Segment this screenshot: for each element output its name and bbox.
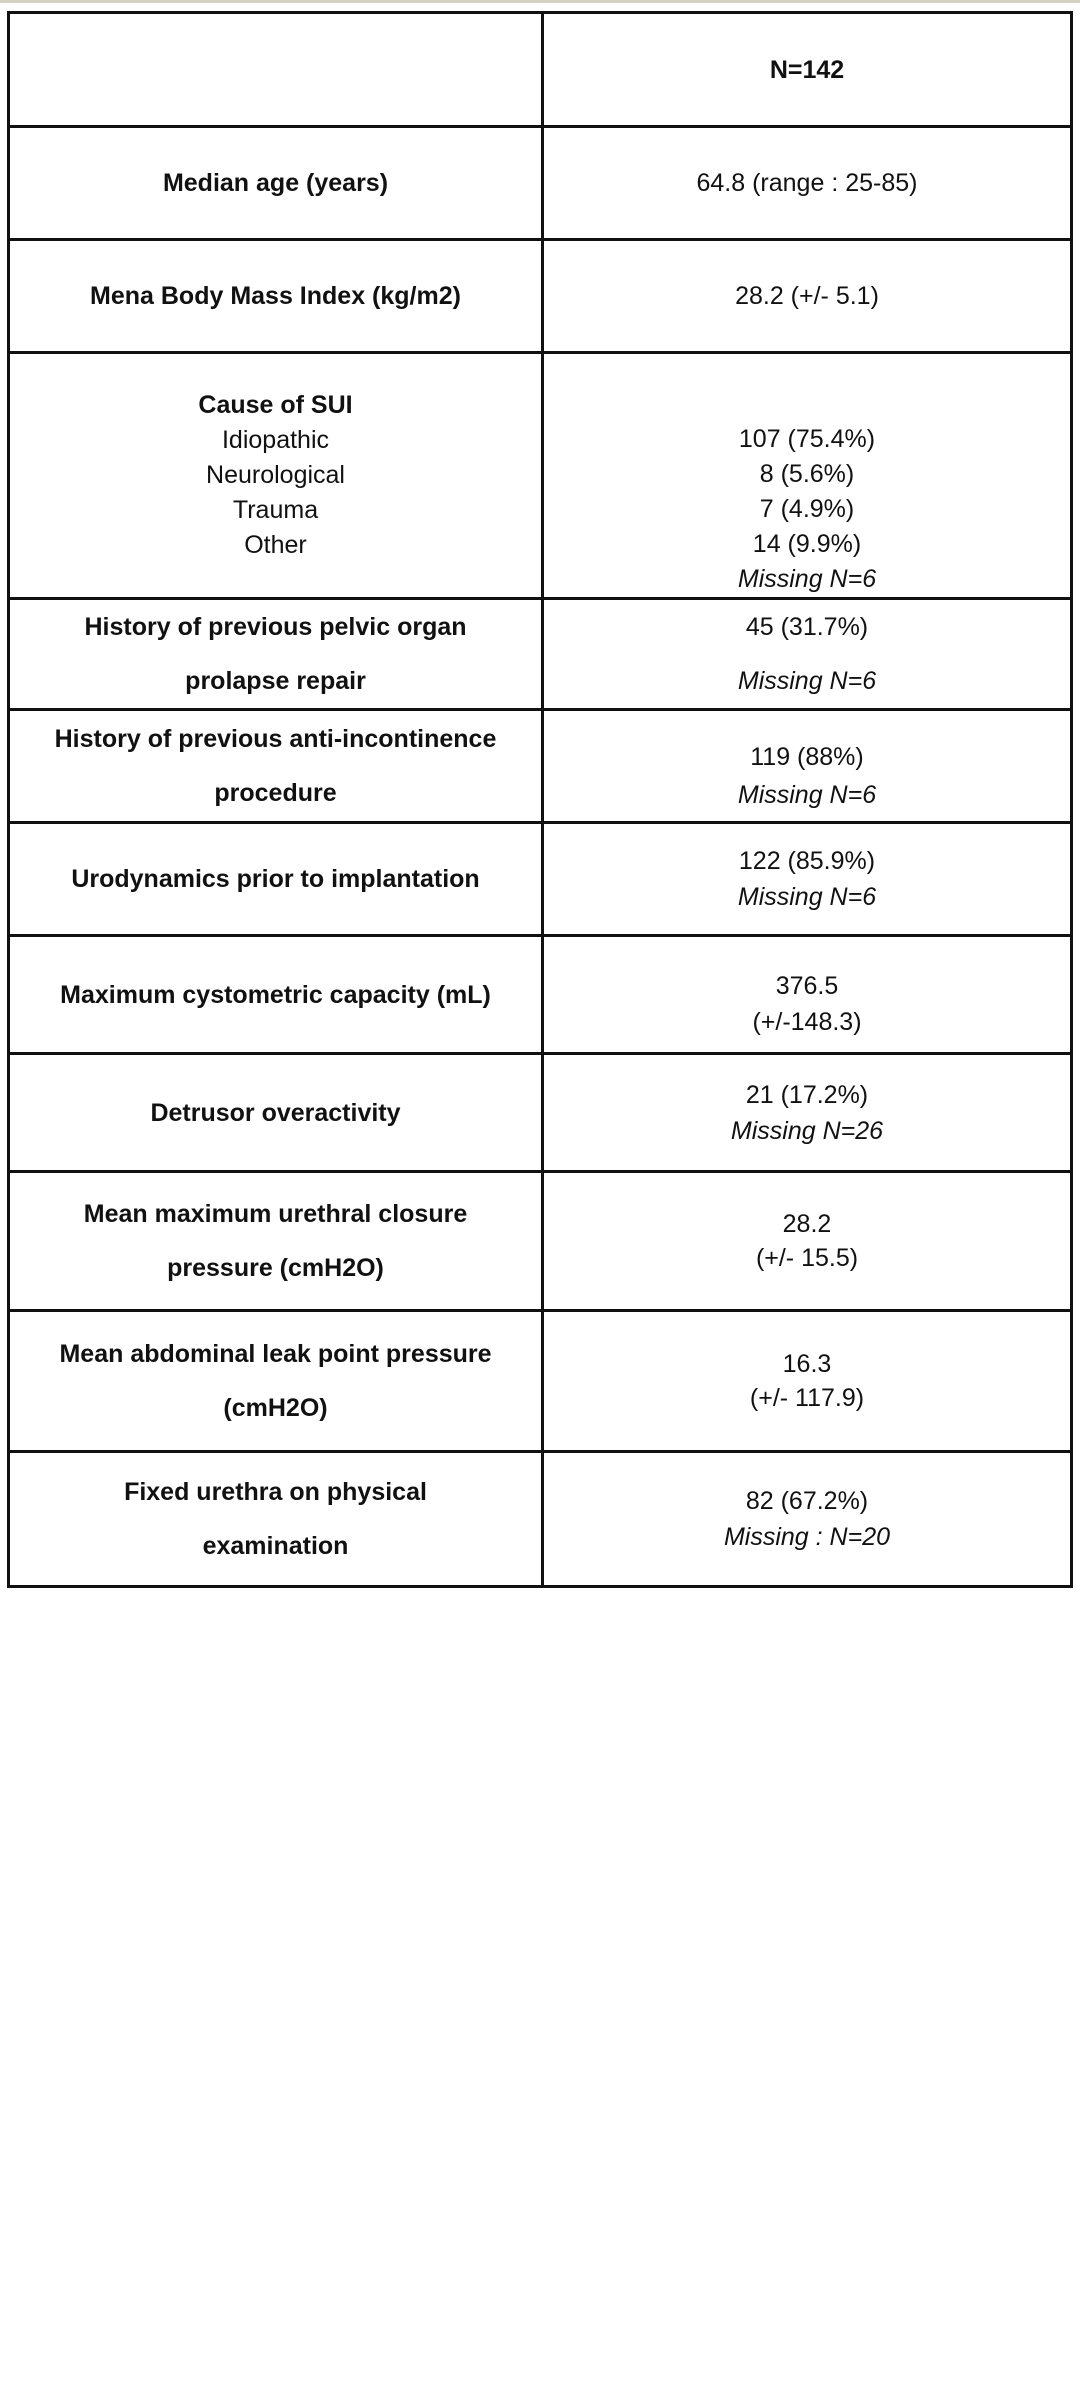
missing-note: Missing N=6 xyxy=(737,565,877,593)
row-label xyxy=(9,936,543,1054)
row-label-line: Mean maximum urethral closure xyxy=(83,1200,468,1228)
row-value-line: (+/- 117.9) xyxy=(749,1384,865,1412)
table-row xyxy=(9,710,1072,823)
row-label-line: Urodynamics prior to implantation xyxy=(71,865,480,893)
row-sublabel: Idiopathic xyxy=(221,426,330,454)
row-value-line: 64.8 (range : 25-85) xyxy=(696,169,918,197)
header-label-cell xyxy=(9,13,543,127)
row-value-line: 28.2 (+/- 5.1) xyxy=(735,282,879,310)
row-sublabel: Neurological xyxy=(206,461,345,489)
row-label-line: Mena Body Mass Index (kg/m2) xyxy=(90,282,461,310)
row-value-line: 119 (88%) xyxy=(750,743,864,771)
row-value-line: 21 (17.2%) xyxy=(745,1080,869,1109)
row-label-line: prolapse repair xyxy=(185,667,366,695)
header-n-cell: N=142 xyxy=(543,13,1072,127)
row-label xyxy=(9,127,543,240)
row-value xyxy=(543,1452,1072,1587)
row-value xyxy=(543,936,1072,1054)
table-row xyxy=(9,127,1072,240)
row-label xyxy=(9,1172,543,1311)
row-value-line: 122 (85.9%) xyxy=(738,847,876,875)
row-label-line: Cause of SUI xyxy=(198,391,353,419)
missing-note: Missing N=6 xyxy=(737,883,877,911)
row-label-line: Median age (years) xyxy=(162,169,389,197)
row-sublabel: Trauma xyxy=(232,496,319,524)
table-row xyxy=(9,1311,1072,1452)
row-label-line: Maximum cystometric capacity (mL) xyxy=(60,980,491,1009)
row-label-line: History of previous anti-incontinence xyxy=(54,725,497,753)
row-value-line: 107 (75.4%) xyxy=(738,425,876,453)
row-label-line: Fixed urethra on physical xyxy=(124,1478,427,1506)
row-value xyxy=(543,353,1072,599)
table-row xyxy=(9,1452,1072,1587)
table-row xyxy=(9,240,1072,353)
row-value-line: 14 (9.9%) xyxy=(752,530,862,558)
table-row xyxy=(9,353,1072,599)
row-value xyxy=(543,1311,1072,1452)
missing-note: Missing N=6 xyxy=(737,781,877,809)
row-label xyxy=(9,823,543,936)
row-label xyxy=(9,1311,543,1452)
row-value xyxy=(543,240,1072,353)
row-label-line: pressure (cmH2O) xyxy=(167,1254,384,1282)
row-value-line: 82 (67.2%) xyxy=(745,1487,869,1515)
row-label xyxy=(9,1054,543,1172)
row-sublabel: Other xyxy=(244,531,307,559)
row-value xyxy=(543,1172,1072,1311)
row-value xyxy=(543,1054,1072,1172)
row-label xyxy=(9,1452,543,1587)
table-header-row xyxy=(9,13,1072,127)
row-value-line: (+/- 15.5) xyxy=(755,1244,859,1272)
table-row xyxy=(9,1054,1072,1172)
row-value-line: 376.5 xyxy=(775,971,839,1000)
row-value-line: 16.3 xyxy=(782,1350,832,1378)
row-value-line: 7 (4.9%) xyxy=(759,495,855,523)
row-label-line: History of previous pelvic organ xyxy=(84,613,467,641)
row-value-line: 8 (5.6%) xyxy=(759,460,855,488)
row-label-line: procedure xyxy=(214,779,337,807)
table-row xyxy=(9,1172,1072,1311)
row-value xyxy=(543,710,1072,823)
row-value xyxy=(543,823,1072,936)
row-label-line: (cmH2O) xyxy=(223,1394,328,1422)
row-label xyxy=(9,240,543,353)
row-label-line: Detrusor overactivity xyxy=(150,1098,401,1127)
table-row xyxy=(9,599,1072,710)
row-value-line: 28.2 xyxy=(782,1210,832,1238)
row-value xyxy=(543,599,1072,710)
missing-note: Missing : N=20 xyxy=(723,1523,891,1551)
row-value-line: (+/-148.3) xyxy=(752,1007,862,1036)
row-label xyxy=(9,353,543,599)
table-row xyxy=(9,936,1072,1054)
missing-note: Missing N=26 xyxy=(730,1116,884,1145)
patient-characteristics-table xyxy=(7,11,1073,1588)
row-label-line: examination xyxy=(202,1532,349,1560)
missing-note: Missing N=6 xyxy=(737,667,877,695)
row-value xyxy=(543,127,1072,240)
row-label xyxy=(9,710,543,823)
row-value-line: 45 (31.7%) xyxy=(745,613,869,641)
row-label-line: Mean abdominal leak point pressure xyxy=(59,1340,492,1368)
row-label xyxy=(9,599,543,710)
table-row xyxy=(9,823,1072,936)
